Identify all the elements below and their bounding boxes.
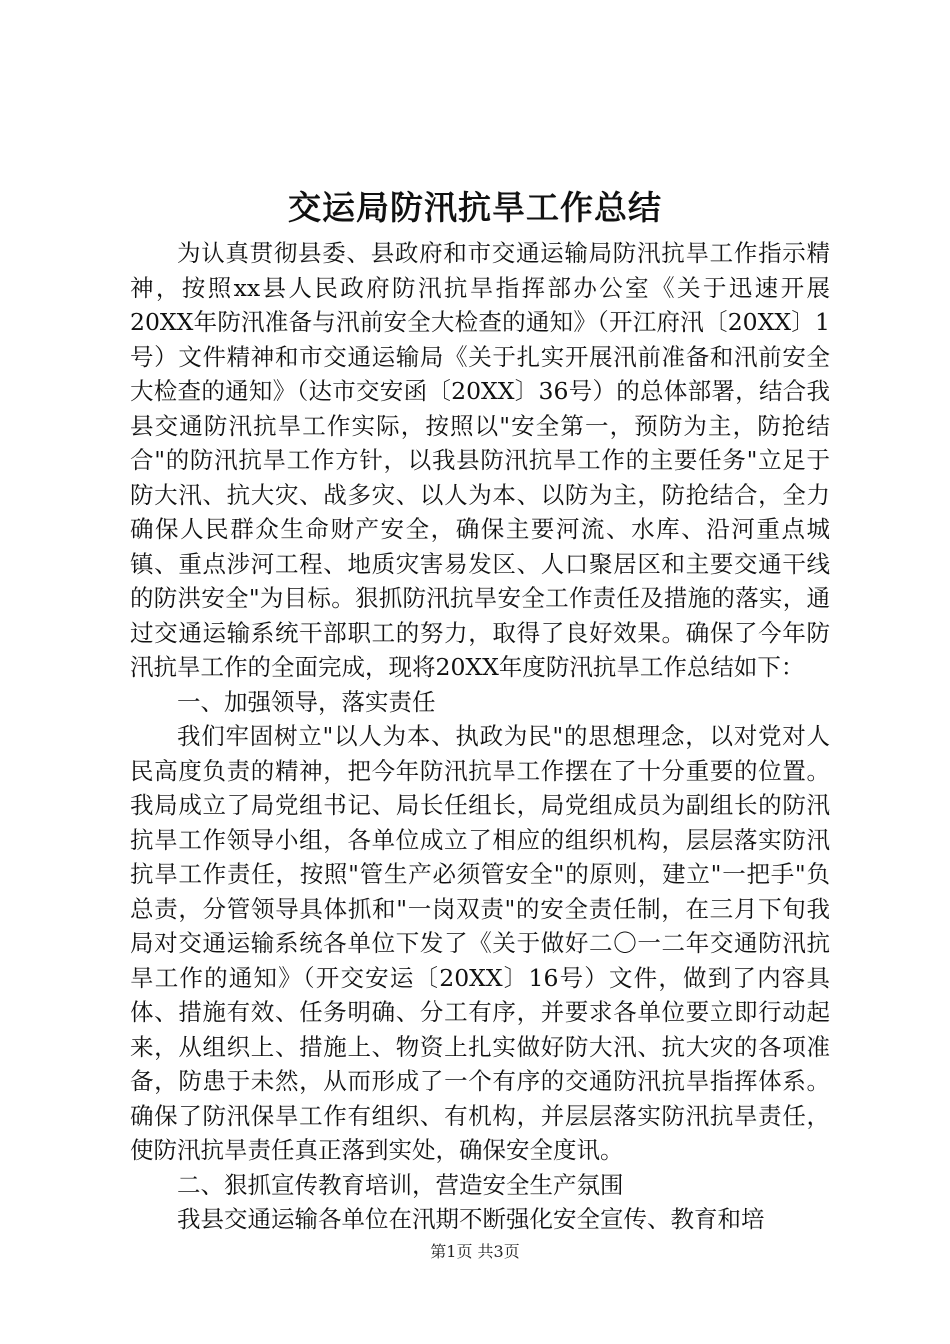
section-heading-1: 一、加强领导，落实责任: [177, 687, 436, 716]
intro-paragraph: 为认真贯彻县委、县政府和市交通运输局防汛抗旱工作指示精神，按照xx县人民政府防汛抗旱指挥部办公室《关于迅速开展20XX年防汛准备与汛前安全大检查的通知》（开江府汛〔20XX〕1号）文件精神和市交通运输局《关于扎实开展汛前准备和汛前安全大检查的通知》（达市交安函〔20XX〕36号）的总体部署，结合我县交通防汛抗旱工作实际，按照以"安全第一，预防为主，防抢结合"的防汛抗旱工作方针，以我县防汛抗旱工作的主要任务"立足于防大汛、抗大灾、战多灾、以人为本、以防为主，防抢结合，全力确保人民群众生命财产安全，确保主要河流、水库、沿河重点城镇、重点涉河工程、地质灾害易发区、人口聚居区和主要交通干线的防洪安全"为目标。狠抓防汛抗旱安全工作责任及措施的落实，通过交通运输系统干部职工的努力，取得了良好效果。确保了今年防汛抗旱工作的全面完成，现将20XX年度防汛抗旱工作总结如下：: [130, 239, 830, 681]
section-heading-2: 二、狠抓宣传教育培训，营造安全生产氛围: [177, 1170, 624, 1199]
document-body: [130, 236, 830, 1237]
section-paragraph-2: 我县交通运输各单位在汛期不断强化安全宣传、教育和培: [177, 1205, 765, 1233]
page-number-footer: 第1页 共3页: [430, 1242, 520, 1261]
section-paragraph-1: 我们牢固树立"以人为本、执政为民"的思想理念，以对党对人民高度负责的精神，把今年防汛抗旱工作摆在了十分重要的位置。我局成立了局党组书记、局长任组长，局党组成员为副组长的防汛抗旱工作领导小组，各单位成立了相应的组织机构，层层落实防汛抗旱工作责任，按照"管生产必须管安全"的原则，建立"一把手"负总责，分管领导具体抓和"一岗双责"的安全责任制，在三月下旬我局对交通运输系统各单位下发了《关于做好二〇一二年交通防汛抗旱工作的通知》（开交安运〔20XX〕16号）文件，做到了内容具体、措施有效、任务明确、分工有序，并要求各单位要立即行动起来，从组织上、措施上、物资上扎实做好防大汛、抗大灾的各项准备，防患于未然，从而形成了一个有序的交通防汛抗旱指挥体系。确保了防汛保旱工作有组织、有机构，并层层落实防汛抗旱责任，使防汛抗旱责任真正落到实处，确保安全度讯。: [130, 722, 830, 1164]
document-title: 交运局防汛抗旱工作总结: [288, 188, 662, 227]
